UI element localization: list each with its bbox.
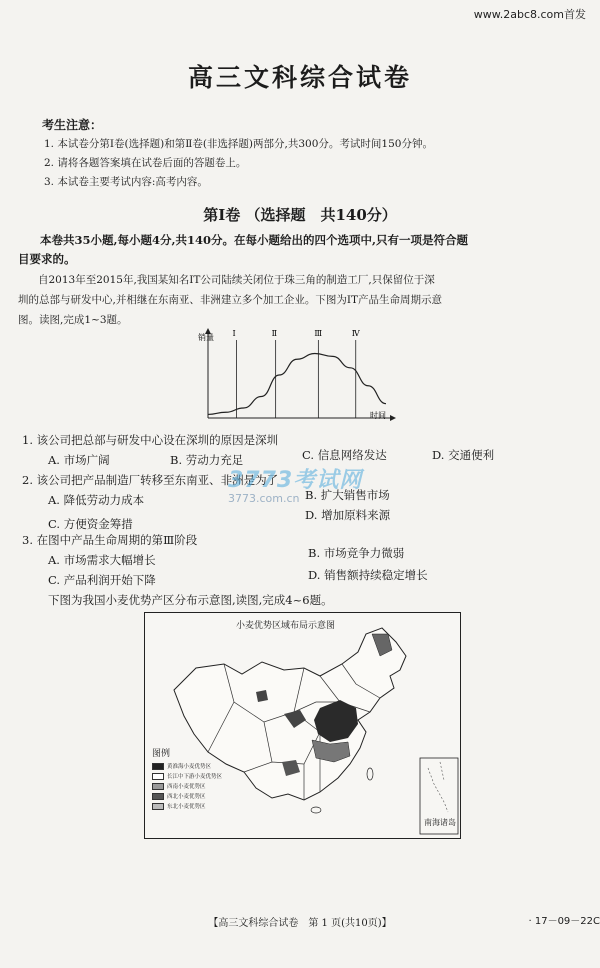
notice-heading: 考生注意： [42,118,103,132]
legend-item: 西南小麦优势区 [152,782,206,790]
stage-label: Ⅳ [351,329,360,338]
passage-line: 自2013年至2015年,我国某知名IT公司陆续关闭位于珠三角的制造工厂,只保留位于深 [38,274,435,286]
y-axis-label: 销量 [198,333,214,342]
product-lifecycle-chart [190,318,400,428]
x-axis-arrow [390,415,396,421]
question-option: A. 市场广阔 [48,453,110,467]
question-option: D. 销售额持续稳定增长 [308,568,428,582]
passage-line: 圳的总部与研发中心,并相继在东南亚、非洲建立多个加工企业。下图为IT产品生命周期示意 [18,294,442,306]
section-title: 第Ⅰ卷 （选择题 共140分） [203,206,397,224]
site-header: www.2abc8.com首发 [473,8,586,21]
question-option: C. 方便资金筹措 [48,517,133,531]
legend-item: 黄淮海小麦优势区 [152,762,211,770]
question-option: B. 扩大销售市场 [305,488,390,502]
legend-item: 东北小麦优势区 [152,802,206,810]
map-title: 小麦优势区域布局示意图 [236,621,336,631]
legend-item: 西北小麦优势区 [152,792,206,800]
question-stem: 1. 该公司把总部与研发中心设在深圳的原因是深圳 [22,433,279,447]
watermark-url: 3773.com.cn [228,492,300,505]
lifecycle-curve [208,354,386,415]
page-footer: 【高三文科综合试卷 第 1 页(共10页)】 [208,918,392,929]
notice-item: 1. 本试卷分第Ⅰ卷(选择题)和第Ⅱ卷(非选择题)两部分,共300分。考试时间150分钟。 [44,138,433,150]
exam-code: · 17－09－22C [528,916,600,927]
nanhai-label: 南海诸岛 [424,818,456,827]
map-intro: 下图为我国小麦优势产区分布示意图,读图,完成4~6题。 [48,593,333,607]
notice-item: 2. 请将各题答案填在试卷后面的答题卷上。 [44,157,247,169]
question-option: A. 市场需求大幅增长 [48,553,156,567]
question-option: B. 市场竞争力微弱 [308,546,405,560]
question-option: D. 增加原料来源 [305,508,391,522]
passage-line: 图。读图,完成1~3题。 [18,314,128,326]
x-axis-label: 时间 [370,411,386,420]
legend-heading: 图例 [152,749,171,759]
intro-line: 本卷共35小题,每小题4分,共140分。在每小题给出的四个选项中,只有一项是符合题 [40,233,469,247]
question-option: C. 产品利润开始下降 [48,573,156,587]
question-stem: 2. 该公司把产品制造厂转移至东南亚、非洲是为了 [22,473,279,487]
stage-label: Ⅱ [271,329,278,338]
watermark-logo: 3773考试网 [228,468,363,493]
question-stem: 3. 在图中产品生命周期的第Ⅲ阶段 [22,533,198,547]
question-option: C. 信息网络发达 [302,448,387,462]
stage-label: Ⅰ [232,329,236,338]
question-option: D. 交通便利 [432,448,495,462]
intro-line: 目要求的。 [18,252,76,266]
question-option: B. 劳动力充足 [170,453,244,467]
page-title: 高三文科综合试卷 [187,63,412,92]
stage-label: Ⅲ [314,329,323,338]
question-option: A. 降低劳动力成本 [48,493,145,507]
notice-item: 3. 本试卷主要考试内容:高考内容。 [44,176,208,188]
legend-item: 长江中下游小麦优势区 [152,772,222,780]
